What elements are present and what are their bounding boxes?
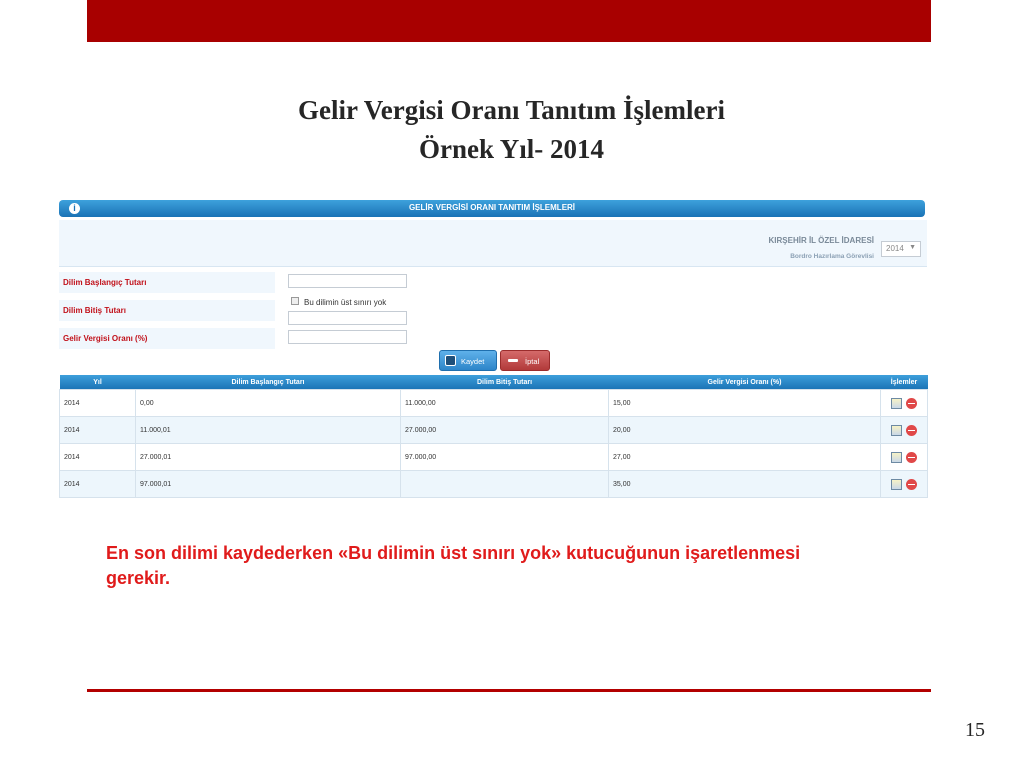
table-row[interactable] <box>60 444 928 471</box>
slide-title: Gelir Vergisi Oranı Tanıtım İşlemleri <box>297 95 725 125</box>
no-upper-limit-label: Bu dilimin üst sınırı yok <box>304 298 387 307</box>
cell-end <box>401 471 609 498</box>
edit-icon[interactable] <box>891 425 902 436</box>
instruction-note <box>106 541 866 591</box>
end-amount-row <box>59 300 275 321</box>
column-header-start[interactable]: Dilim Başlangıç Tutarı <box>136 375 401 390</box>
cancel-button-label: İptal <box>525 357 540 366</box>
org-name: KIRŞEHİR İL ÖZEL İDARESİ <box>768 236 874 245</box>
bottom-divider <box>87 689 931 692</box>
cell-start: 27.000,01 <box>136 444 401 471</box>
save-button-label: Kaydet <box>461 357 485 366</box>
edit-icon[interactable] <box>891 452 902 463</box>
tax-rate-label: Gelir Vergisi Oranı (%) <box>63 334 148 343</box>
cell-year: 2014 <box>60 417 136 444</box>
table-header-row <box>60 375 928 390</box>
app-header-bar <box>59 200 925 217</box>
cell-end: 97.000,00 <box>401 444 609 471</box>
table-row[interactable] <box>60 390 928 417</box>
app-header-title: GELİR VERGİSİ ORANI TANITIM İŞLEMLERİ <box>408 203 576 212</box>
org-info-panel <box>59 220 927 267</box>
cell-actions <box>881 471 928 498</box>
cell-rate: 20,00 <box>609 417 881 444</box>
table-row[interactable] <box>60 471 928 498</box>
year-select[interactable] <box>881 241 921 257</box>
end-amount-input[interactable] <box>288 311 407 325</box>
page-number: 15 <box>965 719 985 741</box>
cell-start: 11.000,01 <box>136 417 401 444</box>
start-amount-row <box>59 272 275 293</box>
column-header-rate[interactable]: Gelir Vergisi Oranı (%) <box>609 375 881 390</box>
org-role: Bordro Hazırlama Görevlisi <box>790 253 874 260</box>
cell-actions <box>881 390 928 417</box>
tax-bracket-table <box>59 375 928 498</box>
cancel-button[interactable] <box>500 350 550 371</box>
delete-icon[interactable] <box>906 452 917 463</box>
cell-year: 2014 <box>60 444 136 471</box>
app-window <box>59 198 927 500</box>
minus-icon <box>508 359 518 362</box>
column-header-year[interactable]: Yıl <box>60 375 136 390</box>
year-select-value: 2014 <box>886 244 904 253</box>
column-header-actions: İşlemler <box>881 375 928 390</box>
cell-rate: 15,00 <box>609 390 881 417</box>
cell-rate: 35,00 <box>609 471 881 498</box>
cell-actions <box>881 444 928 471</box>
start-amount-input[interactable] <box>288 274 407 288</box>
table-row[interactable] <box>60 417 928 444</box>
info-icon[interactable]: i <box>69 203 80 214</box>
delete-icon[interactable] <box>906 425 917 436</box>
cell-end: 11.000,00 <box>401 390 609 417</box>
instruction-note-text: En son dilimi kaydederken «Bu dilimin üst sınırı yok» kutucuğunun işaretlenmesi gerekir. <box>106 543 801 588</box>
cell-year: 2014 <box>60 390 136 417</box>
chevron-down-icon: ▼ <box>909 244 916 251</box>
cell-start: 97.000,01 <box>136 471 401 498</box>
cell-start: 0,00 <box>136 390 401 417</box>
delete-icon[interactable] <box>906 479 917 490</box>
start-amount-label: Dilim Başlangıç Tutarı <box>63 278 147 287</box>
no-upper-limit-checkbox[interactable] <box>291 297 299 305</box>
cell-rate: 27,00 <box>609 444 881 471</box>
tax-rate-input[interactable] <box>288 330 407 344</box>
cell-end: 27.000,00 <box>401 417 609 444</box>
slide-subtitle: Örnek Yıl- 2014 <box>419 134 604 164</box>
save-button[interactable] <box>439 350 497 371</box>
column-header-end[interactable]: Dilim Bitiş Tutarı <box>401 375 609 390</box>
save-icon <box>445 355 456 366</box>
tax-rate-row <box>59 328 275 349</box>
end-amount-label: Dilim Bitiş Tutarı <box>63 306 126 315</box>
edit-icon[interactable] <box>891 398 902 409</box>
cell-actions <box>881 417 928 444</box>
top-accent-bar <box>87 0 931 42</box>
cell-year: 2014 <box>60 471 136 498</box>
delete-icon[interactable] <box>906 398 917 409</box>
edit-icon[interactable] <box>891 479 902 490</box>
